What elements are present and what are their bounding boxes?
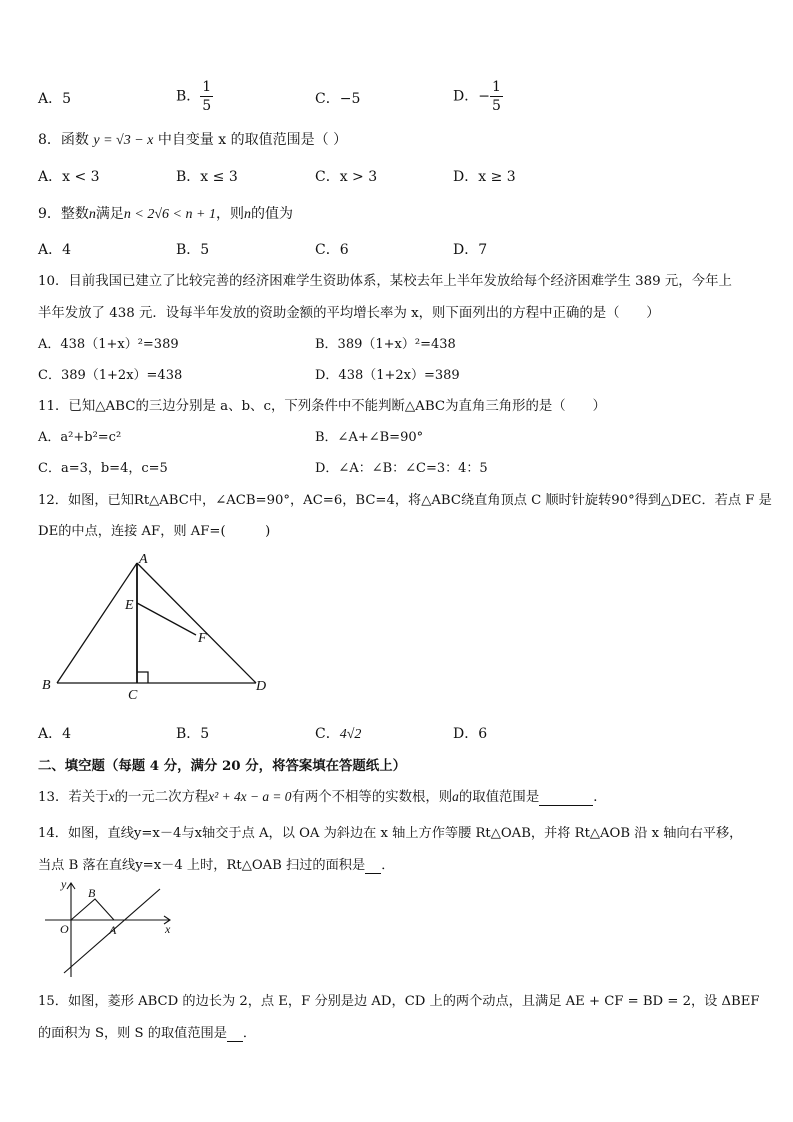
label-o: O	[60, 922, 69, 936]
q13-stem	[38, 786, 607, 806]
q8-option-d: D．x ≥ 3	[453, 169, 516, 185]
q10-option-a: A．438（1+x）²=389	[38, 337, 179, 352]
q9-stem-mid: 满足	[95, 206, 124, 222]
segment-ab	[57, 563, 137, 683]
label-y: y	[61, 877, 67, 891]
q15-stem-line2-text: 的面积为 S，则 S 的取值范围是	[38, 1026, 227, 1041]
q8-option-b: B．x ≤ 3	[176, 169, 238, 185]
q7-option-b	[176, 78, 213, 115]
q12-option-d: D．6	[453, 726, 488, 742]
q7-option-d-fraction	[490, 78, 503, 115]
fraction-numerator: 1	[202, 79, 212, 95]
label-a: A	[109, 923, 117, 937]
section-heading: 二、填空题（每题 4 分，满分 20 分，将答案填在答题纸上）	[38, 758, 406, 774]
q8-option-c: C．x > 3	[315, 169, 378, 185]
label-c: C	[128, 688, 138, 703]
label-a: A	[139, 552, 148, 567]
q7-option-a: A．5	[38, 91, 72, 107]
q13-stem-pre: 13．若关于	[38, 790, 109, 805]
q12-option-b: B．5	[176, 726, 210, 742]
q12-stem-line2: DE的中点，连接 AF，则 AF=( )	[38, 524, 271, 539]
q13-equation: x² + 4x − a = 0	[208, 789, 292, 804]
fraction-numerator: 1	[491, 79, 501, 95]
triangle-oab	[71, 899, 114, 920]
q11-option-d: D．∠A：∠B：∠C=3：4：5	[315, 461, 488, 476]
q12-figure	[30, 548, 280, 703]
q10-stem-line2: 半年发放了 438 元．设每半年发放的资助金额的平均增长率为 x，则下面列出的方程中正确的是（ ）	[38, 306, 660, 321]
q13-stem-post: 的取值范围是	[458, 790, 540, 805]
q9-option-c: C．6	[315, 242, 349, 258]
q10-option-c: C．389（1+2x）=438	[38, 368, 183, 383]
q13-var-x: x	[108, 789, 115, 804]
q11-stem: 11．已知△ABC的三边分别是 a、b、c，下列条件中不能判断△ABC为直角三角形的是（ ）	[38, 399, 606, 414]
q8-formula: y = √3 − x	[93, 133, 154, 148]
q9-stem-post: 的值为	[250, 206, 293, 222]
q8-stem-post: 中自变量 x 的取值范围是（ ）	[153, 132, 348, 148]
fraction-denominator: 5	[202, 98, 212, 114]
label-b: B	[88, 886, 96, 900]
q9-var-n: n	[88, 207, 96, 222]
q8-option-a: A．x < 3	[38, 169, 100, 185]
q14-stem-line2-text: 当点 B 落在直线y=x－4 上时，Rt△OAB 扫过的面积是	[38, 858, 366, 873]
q10-option-b: B．389（1+x）²=438	[315, 337, 456, 352]
q12-option-c-prefix: C．	[315, 726, 340, 742]
q7-option-d	[453, 78, 503, 115]
q9-inequality: n < 2√6 < n + 1	[123, 207, 216, 222]
label-d: D	[256, 679, 267, 694]
segment-ad	[137, 563, 256, 683]
q15-stem-line2	[38, 1022, 256, 1042]
q14-answer-blank[interactable]	[365, 858, 381, 874]
q13-answer-blank[interactable]	[539, 790, 593, 806]
q8-stem-pre: 8．函数	[38, 132, 94, 148]
q9-stem-pre: 9．整数	[38, 206, 89, 222]
q7-option-c: C．−5	[315, 91, 361, 107]
q9-option-a: A．4	[38, 242, 72, 258]
label-x: x	[165, 922, 171, 936]
label-f: F	[198, 631, 207, 646]
q12-option-a: A．4	[38, 726, 72, 742]
q12-option-c-value: 4√2	[339, 727, 362, 742]
q11-option-c: C．a=3，b=4，c=5	[38, 461, 168, 476]
q14-figure	[40, 877, 180, 979]
q9-option-d: D．7	[453, 242, 488, 258]
q7-option-d-prefix: D．−	[453, 88, 490, 105]
q9-option-b: B．5	[176, 242, 210, 258]
q15-stem-end: ．	[242, 1026, 257, 1041]
q13-stem-mid1: 的一元二次方程	[114, 790, 209, 805]
q13-var-a: a	[452, 789, 459, 804]
q11-option-b: B．∠A+∠B=90°	[315, 430, 424, 445]
q14-stem-end: ．	[381, 858, 395, 873]
q11-option-a: A．a²+b²=c²	[38, 430, 122, 445]
q13-stem-end: ．	[593, 790, 607, 805]
fraction-denominator: 5	[491, 98, 501, 114]
q12-option-c	[315, 723, 361, 743]
label-b: B	[42, 678, 51, 693]
label-e: E	[125, 598, 134, 613]
q15-answer-blank[interactable]	[227, 1026, 243, 1042]
q15-stem-line1: 15．如图，菱形 ABCD 的边长为 2，点 E，F 分别是边 AD，CD 上的两个动点，且满足 AE + CF = BD = 2，设 ΔBEF	[38, 994, 760, 1009]
q10-option-d: D．438（1+2x）=389	[315, 368, 460, 383]
q9-var-n2: n	[243, 207, 251, 222]
q14-stem-line2	[38, 854, 394, 874]
q7-option-b-fraction	[200, 78, 213, 115]
q14-stem-line1: 14．如图，直线y=x－4与x轴交于点 A，以 OA 为斜边在 x 轴上方作等腰 Rt△OAB，并将 Rt△AOB 沿 x 轴向右平移，	[38, 826, 743, 841]
q9-stem-mid2: ，则	[215, 206, 244, 222]
q10-stem-line1: 10．目前我国已建立了比较完善的经济困难学生资助体系，某校去年上半年发放给每个经济困难学生 389 元，今年上	[38, 274, 732, 289]
q12-stem-line1: 12．如图，已知Rt△ABC中，∠ACB=90°，AC=6，BC=4，将△ABC绕直角顶点 C 顺时针旋转90°得到△DEC．若点 F 是	[38, 493, 772, 508]
q7-option-b-prefix: B．	[176, 88, 201, 105]
q9-stem	[38, 203, 293, 223]
segment-ef	[137, 603, 196, 635]
right-angle-mark	[137, 672, 148, 683]
q13-stem-mid2: 有两个不相等的实数根，则	[291, 790, 453, 805]
q8-stem	[38, 129, 347, 149]
